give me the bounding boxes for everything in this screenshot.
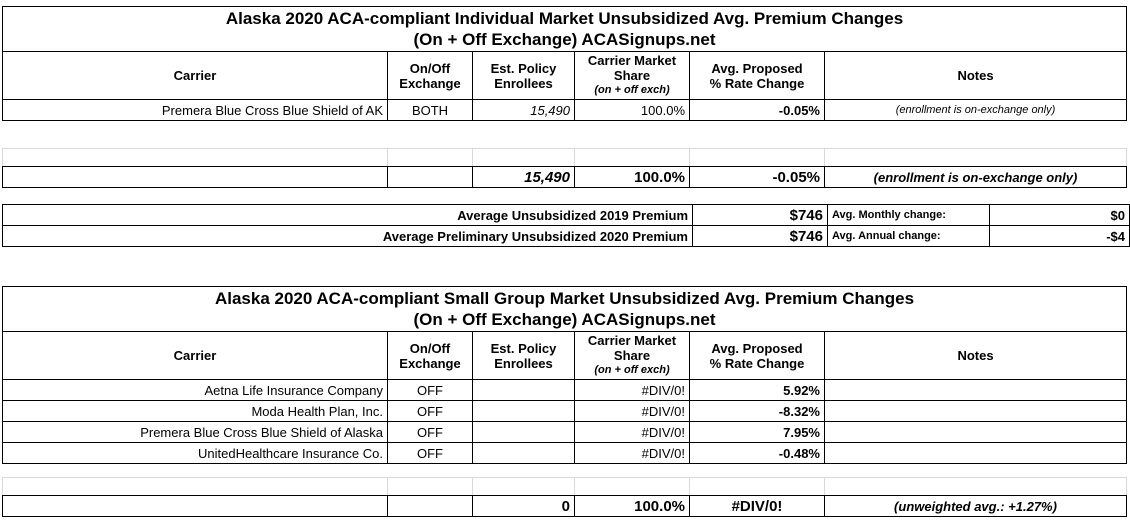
cell-rate-change: -0.05% — [690, 100, 825, 121]
sg-column-header-exchange-line2: Exchange — [399, 355, 461, 371]
cell-exchange: OFF — [388, 380, 473, 401]
individual-summary-table — [2, 204, 1130, 247]
sg-column-header-exchange — [388, 332, 473, 380]
small-group-header-row — [3, 332, 1127, 380]
cell-rate-change: -8.32% — [690, 401, 825, 422]
totals-market-share: 100.0% — [575, 167, 690, 188]
totals-row — [3, 167, 1127, 188]
table-row — [3, 422, 1127, 443]
cell-market-share: #DIV/0! — [575, 422, 690, 443]
sg-column-header-enrollees-line1: Est. Policy — [490, 340, 557, 356]
totals-row — [3, 496, 1127, 517]
cell-enrollees: 15,490 — [473, 100, 575, 121]
cell-carrier: Premera Blue Cross Blue Shield of AK — [3, 100, 388, 121]
sg-column-header-share-note: (on + off exch) — [594, 364, 670, 376]
small-group-market-section — [2, 286, 1127, 464]
cell-carrier: Moda Health Plan, Inc. — [3, 401, 388, 422]
cell-market-share: #DIV/0! — [575, 401, 690, 422]
small-group-title-row — [3, 287, 1127, 332]
column-header-share-line1: Carrier Market — [587, 53, 677, 68]
cell-exchange: OFF — [388, 422, 473, 443]
cell-enrollees — [473, 380, 575, 401]
sg-totals-spacer-carrier — [3, 496, 388, 517]
cell-rate-change: 7.95% — [690, 422, 825, 443]
summary-row — [3, 226, 1130, 247]
cell-notes — [825, 443, 1127, 464]
totals-enrollees: 15,490 — [473, 167, 575, 188]
totals-rate-change: -0.05% — [690, 167, 825, 188]
sg-column-header-rate-change — [690, 332, 825, 380]
sg-column-header-rate-line1: Avg. Proposed — [711, 340, 803, 356]
totals-spacer-carrier — [3, 167, 388, 188]
column-header-enrollees-line2: Enrollees — [494, 75, 553, 91]
column-header-rate-line1: Avg. Proposed — [711, 60, 803, 76]
column-header-rate-change — [690, 52, 825, 100]
cell-market-share: 100.0% — [575, 100, 690, 121]
column-header-exchange-line1: On/Off — [409, 60, 451, 76]
summary-label-2020: Average Preliminary Unsubsidized 2020 Premium — [3, 226, 693, 247]
column-header-notes: Notes — [825, 52, 1127, 100]
sg-totals-enrollees: 0 — [473, 496, 575, 517]
cell-enrollees — [473, 422, 575, 443]
cell-notes: (enrollment is on-exchange only) — [825, 100, 1127, 121]
sg-column-header-enrollees-line2: Enrollees — [494, 355, 553, 371]
summary-monthly-change-label: Avg. Monthly change: — [828, 205, 990, 226]
small-group-title-line1: Alaska 2020 ACA-compliant Small Group Market Unsubsidized Avg. Premium Changes — [214, 289, 915, 308]
summary-row — [3, 205, 1130, 226]
table-row — [3, 100, 1127, 121]
cell-exchange: OFF — [388, 401, 473, 422]
individual-summary-section — [2, 204, 1130, 247]
cell-carrier: UnitedHealthcare Insurance Co. — [3, 443, 388, 464]
individual-totals-section — [2, 166, 1127, 188]
cell-carrier: Aetna Life Insurance Company — [3, 380, 388, 401]
individual-title-row — [3, 7, 1127, 52]
cell-carrier: Premera Blue Cross Blue Shield of Alaska — [3, 422, 388, 443]
sg-totals-spacer-exchange — [388, 496, 473, 517]
column-header-market-share — [575, 52, 690, 100]
table-row — [3, 380, 1127, 401]
column-header-enrollees — [473, 52, 575, 100]
cell-exchange: BOTH — [388, 100, 473, 121]
sg-column-header-carrier: Carrier — [3, 332, 388, 380]
individual-market-table — [2, 6, 1127, 121]
individual-title-line1: Alaska 2020 ACA-compliant Individual Market Unsubsidized Avg. Premium Changes — [225, 9, 904, 28]
individual-totals-table — [2, 166, 1127, 188]
sg-column-header-market-share — [575, 332, 690, 380]
cell-notes — [825, 380, 1127, 401]
summary-label-2019: Average Unsubsidized 2019 Premium — [3, 205, 693, 226]
sg-column-header-enrollees — [473, 332, 575, 380]
individual-header-row — [3, 52, 1127, 100]
summary-value-2019: $746 — [693, 205, 828, 226]
small-group-title — [3, 287, 1127, 332]
column-header-share-line2: Share — [613, 68, 651, 83]
sg-column-header-share-line2: Share — [613, 348, 651, 363]
column-header-exchange — [388, 52, 473, 100]
small-group-totals-section — [2, 495, 1127, 517]
totals-notes: (enrollment is on-exchange only) — [825, 167, 1127, 188]
table-row — [3, 443, 1127, 464]
sg-totals-notes: (unweighted avg.: +1.27%) — [825, 496, 1127, 517]
cell-market-share: #DIV/0! — [575, 443, 690, 464]
sg-totals-market-share: 100.0% — [575, 496, 690, 517]
summary-annual-change-value: -$4 — [990, 226, 1130, 247]
cell-market-share: #DIV/0! — [575, 380, 690, 401]
summary-value-2020: $746 — [693, 226, 828, 247]
cell-notes — [825, 401, 1127, 422]
column-header-enrollees-line1: Est. Policy — [490, 60, 557, 76]
cell-exchange: OFF — [388, 443, 473, 464]
sg-column-header-rate-line2: % Rate Change — [709, 355, 805, 371]
summary-monthly-change-value: $0 — [990, 205, 1130, 226]
individual-title — [3, 7, 1127, 52]
sg-column-header-notes: Notes — [825, 332, 1127, 380]
individual-title-line2: (On + Off Exchange) ACASignups.net — [413, 30, 716, 49]
cell-rate-change: -0.48% — [690, 443, 825, 464]
sg-column-header-exchange-line1: On/Off — [409, 340, 451, 356]
cell-enrollees — [473, 443, 575, 464]
column-header-rate-line2: % Rate Change — [709, 75, 805, 91]
small-group-market-table — [2, 286, 1127, 464]
summary-annual-change-label: Avg. Annual change: — [828, 226, 990, 247]
small-group-title-line2: (On + Off Exchange) ACASignups.net — [413, 310, 716, 329]
cell-enrollees — [473, 401, 575, 422]
sg-column-header-share-line1: Carrier Market — [587, 333, 677, 348]
table-row — [3, 401, 1127, 422]
sg-totals-rate-change: #DIV/0! — [690, 496, 825, 517]
individual-market-section — [2, 6, 1127, 121]
column-header-exchange-line2: Exchange — [399, 75, 461, 91]
totals-spacer-exchange — [388, 167, 473, 188]
small-group-totals-table — [2, 495, 1127, 517]
column-header-share-note: (on + off exch) — [594, 84, 670, 96]
cell-rate-change: 5.92% — [690, 380, 825, 401]
cell-notes — [825, 422, 1127, 443]
column-header-carrier: Carrier — [3, 52, 388, 100]
